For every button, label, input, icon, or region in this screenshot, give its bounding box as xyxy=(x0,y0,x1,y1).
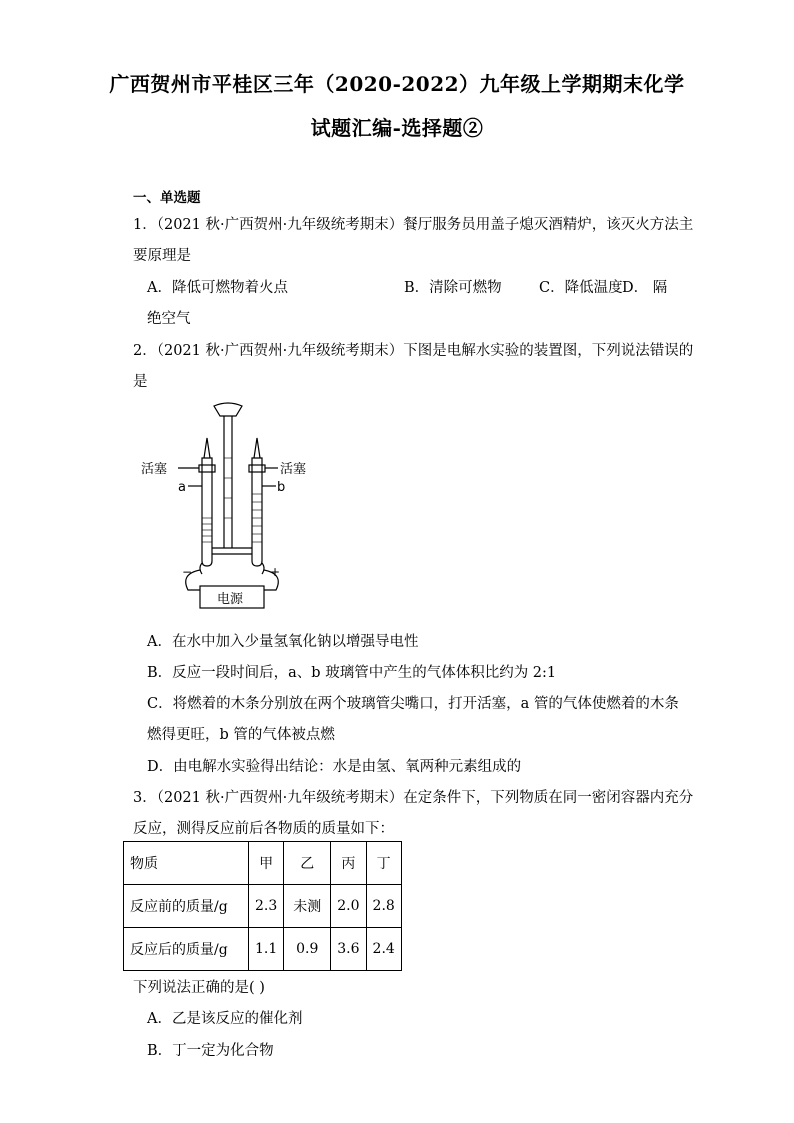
table-header-cell: 乙 xyxy=(284,842,331,885)
right-nozzle xyxy=(254,438,260,458)
table-header-row xyxy=(124,842,402,885)
table-cell: 反应前的质量/g xyxy=(124,885,249,928)
q1-option-b: B．清除可燃物 xyxy=(404,280,502,296)
table-header-cell: 甲 xyxy=(249,842,284,885)
q3-stem-line-2: 反应，测得反应前后各物质的质量如下： xyxy=(133,821,394,837)
table-cell: 2.8 xyxy=(366,885,401,928)
table-cell: 2.4 xyxy=(366,928,401,971)
q1-stem-line-1: 1．（2021 秋·广西贺州·九年级统考期末）餐厅服务员用盖子熄灭酒精炉，该灭火方法主 xyxy=(133,217,694,233)
document-title-line-2: 试题汇编-选择题② xyxy=(310,116,484,140)
mass-data-table xyxy=(123,841,402,971)
label-negative-terminal: − xyxy=(182,565,193,579)
table-cell: 1.1 xyxy=(249,928,284,971)
q3-option-a: A．乙是该反应的催化剂 xyxy=(147,1011,303,1027)
table-header-cell: 丙 xyxy=(331,842,366,885)
q2-stem-line-1: 2．（2021 秋·广西贺州·九年级统考期末）下图是电解水实验的装置图，下列说法错误的 xyxy=(133,343,694,359)
right-tube-b xyxy=(252,458,262,566)
q1-stem-line-2: 要原理是 xyxy=(133,248,191,264)
q1-option-a: A．降低可燃物着火点 xyxy=(147,280,288,296)
q2-option-c-line-1: C．将燃着的木条分别放在两个玻璃管尖嘴口，打开活塞，a 管的气体使燃着的木条 xyxy=(147,696,679,712)
section-heading: 一、单选题 xyxy=(133,190,201,206)
left-nozzle xyxy=(204,438,210,458)
table-cell: 3.6 xyxy=(331,928,366,971)
table-header-cell: 丁 xyxy=(366,842,401,885)
q1-option-d: D． 隔 xyxy=(622,280,668,296)
left-tube-a xyxy=(202,458,212,566)
table-cell: 2.0 xyxy=(331,885,366,928)
label-right-valve: 活塞 xyxy=(280,462,307,477)
table-cell: 0.9 xyxy=(284,928,331,971)
q2-stem-line-2: 是 xyxy=(133,374,148,390)
label-tube-a: a xyxy=(178,480,186,495)
label-tube-b: b xyxy=(277,480,286,495)
table-cell: 反应后的质量/g xyxy=(124,928,249,971)
table-cell: 未测 xyxy=(284,885,331,928)
left-valve xyxy=(199,465,215,472)
label-power-source: 电源 xyxy=(217,592,244,607)
label-positive-terminal: + xyxy=(270,565,281,579)
q1-option-d-continued: 绝空气 xyxy=(147,311,191,327)
table-row xyxy=(124,885,402,928)
q1-option-c: C．降低温度 xyxy=(539,280,623,296)
document-title-line-1: 广西贺州市平桂区三年（2020-2022）九年级上学期期末化学 xyxy=(109,72,685,96)
q2-option-c-line-2: 燃得更旺，b 管的气体被点燃 xyxy=(147,727,335,743)
q3-question: 下列说法正确的是( ) xyxy=(133,980,265,996)
q3-stem-line-1: 3．（2021 秋·广西贺州·九年级统考期末）在定条件下，下列物质在同一密闭容器内充分 xyxy=(133,790,694,806)
q2-option-d: D．由电解水实验得出结论：水是由氢、氧两种元素组成的 xyxy=(147,759,522,775)
electrolysis-apparatus-figure xyxy=(140,398,307,613)
right-valve xyxy=(249,465,265,472)
q3-option-b: B．丁一定为化合物 xyxy=(147,1043,274,1059)
funnel-bulb xyxy=(214,403,242,416)
table-cell: 2.3 xyxy=(249,885,284,928)
q2-option-a: A．在水中加入少量氢氧化钠以增强导电性 xyxy=(147,634,419,650)
q2-option-b: B．反应一段时间后，a、b 玻璃管中产生的气体体积比约为 2:1 xyxy=(147,665,557,681)
table-header-cell: 物质 xyxy=(124,842,249,885)
table-row xyxy=(124,928,402,971)
label-left-valve: 活塞 xyxy=(141,462,168,477)
